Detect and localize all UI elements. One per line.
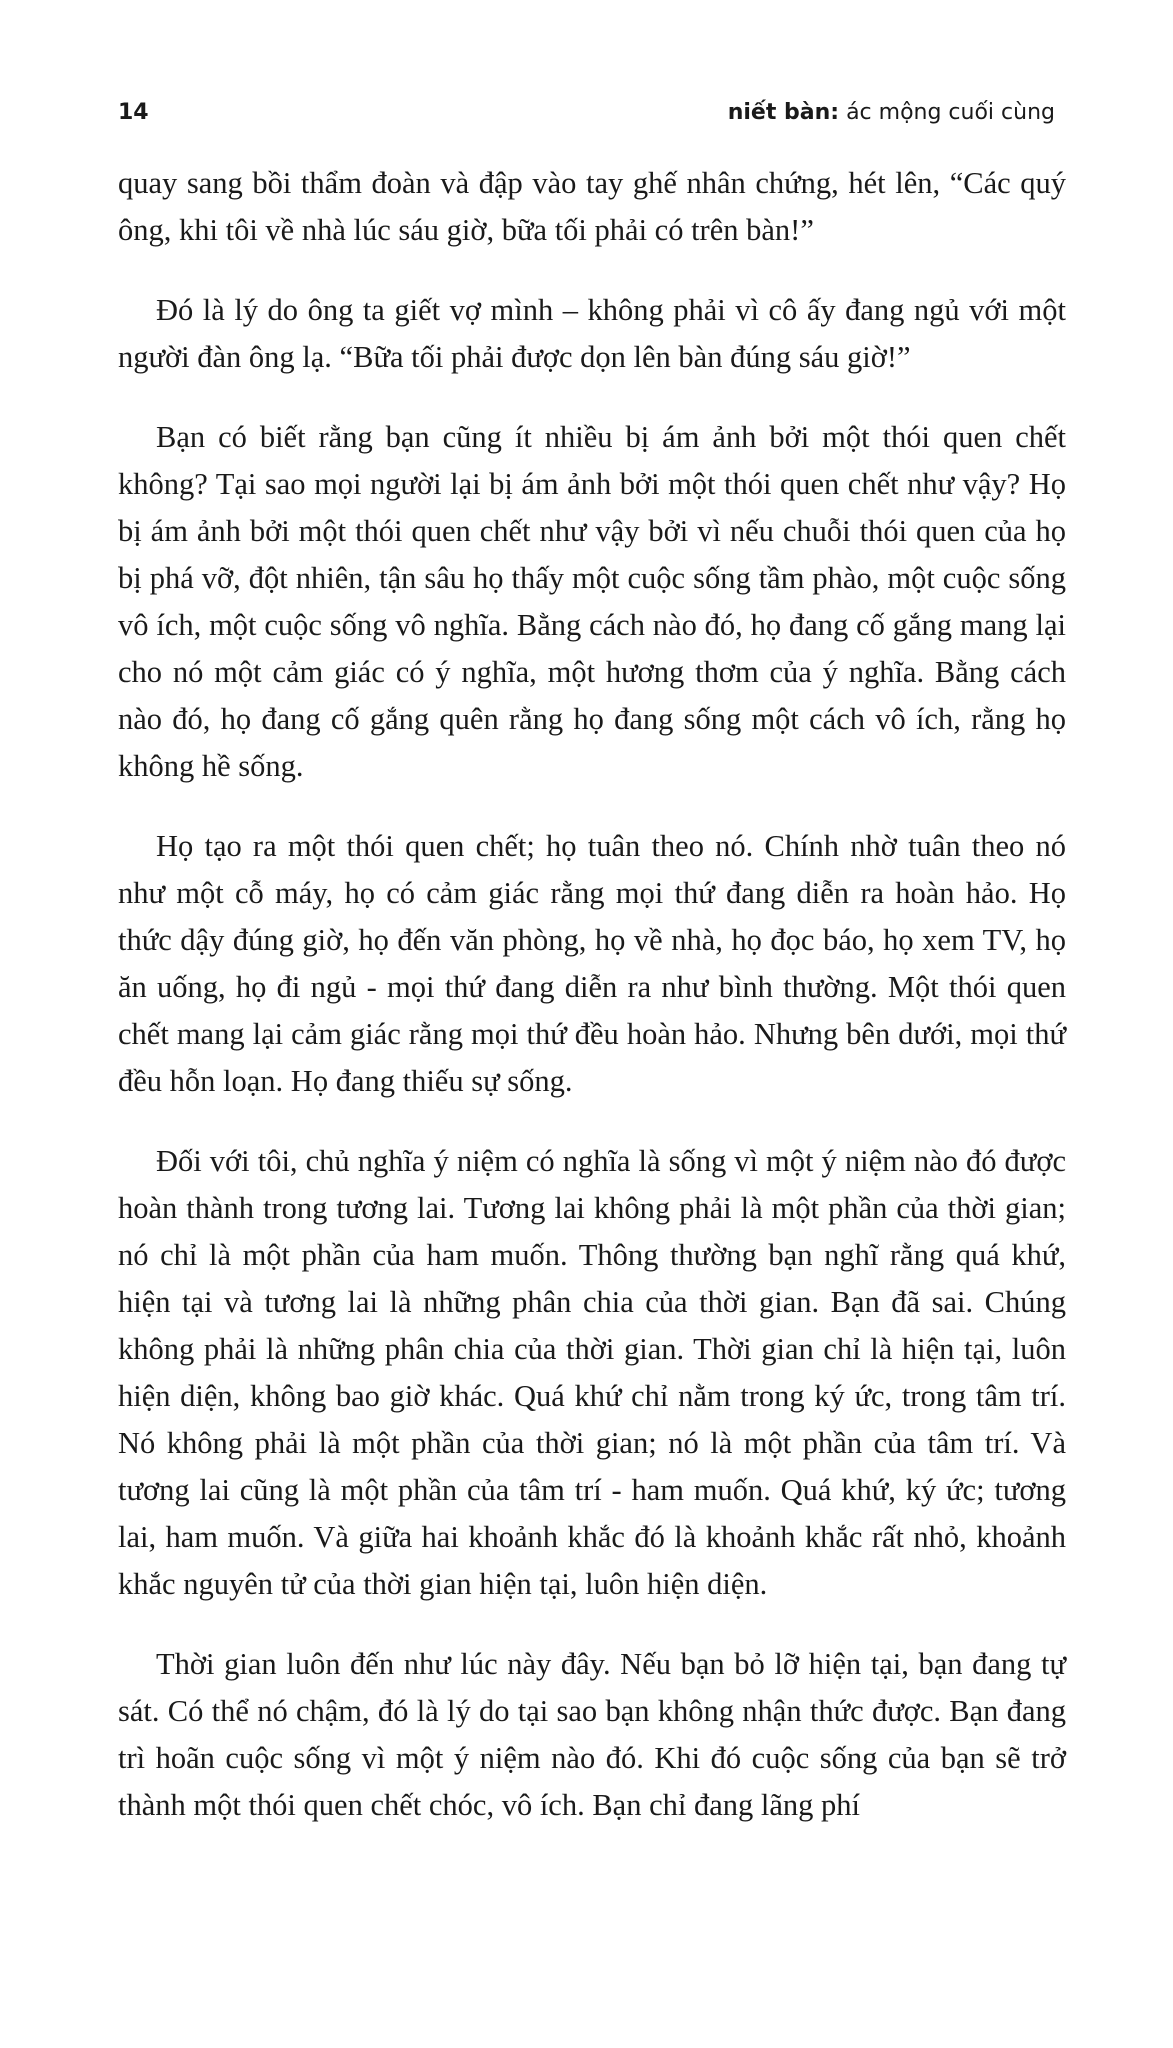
- page-header: [118, 100, 1055, 140]
- running-title-bold: niết bàn:: [727, 100, 840, 125]
- running-title: [728, 100, 1055, 125]
- paragraph: Thời gian luôn đến như lúc này đây. Nếu bạn bỏ lỡ hiện tại, bạn đang tự sát. Có thể nó chậm, đó là lý do tại sao bạn không nhận thức được. Bạn đang trì hoãn cuộc sống vì một ý niệm nào đó. Khi đó cuộc sống của bạn sẽ trở thành một thói quen chết chóc, vô ích. Bạn chỉ đang lãng phí: [118, 1647, 1066, 1822]
- page-number: 14: [118, 100, 149, 125]
- body-text: [118, 160, 1066, 1829]
- paragraph: Bạn có biết rằng bạn cũng ít nhiều bị ám ảnh bởi một thói quen chết không? Tại sao mọi người lại bị ám ảnh bởi một thói quen chết như vậy? Họ bị ám ảnh bởi một thói quen chết như vậy bởi vì nếu chuỗi thói quen của họ bị phá vỡ, đột nhiên, tận sâu họ thấy một cuộc sống tầm phào, một cuộc sống vô ích, một cuộc sống vô nghĩa. Bằng cách nào đó, họ đang cố gắng mang lại cho nó một cảm giác có ý nghĩa, một hương thơm của ý nghĩa. Bằng cách nào đó, họ đang cố gắng quên rằng họ đang sống một cách vô ích, rằng họ không hề sống.: [118, 420, 1066, 783]
- paragraph: Họ tạo ra một thói quen chết; họ tuân theo nó. Chính nhờ tuân theo nó như một cỗ máy, họ có cảm giác rằng mọi thứ đang diễn ra hoàn hảo. Họ thức dậy đúng giờ, họ đến văn phòng, họ về nhà, họ đọc báo, họ xem TV, họ ăn uống, họ đi ngủ - mọi thứ đang diễn ra như bình thường. Một thói quen chết mang lại cảm giác rằng mọi thứ đều hoàn hảo. Nhưng bên dưới, mọi thứ đều hỗn loạn. Họ đang thiếu sự sống.: [118, 829, 1066, 1098]
- running-title-rest: ác mộng cuối cùng: [839, 100, 1055, 125]
- paragraph: Đối với tôi, chủ nghĩa ý niệm có nghĩa là sống vì một ý niệm nào đó được hoàn thành trong tương lai. Tương lai không phải là một phần của thời gian; nó chỉ là một phần của ham muốn. Thông thường bạn nghĩ rằng quá khứ, hiện tại và tương lai là những phân chia của thời gian. Bạn đã sai. Chúng không phải là những phân chia của thời gian. Thời gian chỉ là hiện tại, luôn hiện diện, không bao giờ khác. Quá khứ chỉ nằm trong ký ức, trong tâm trí. Nó không phải là một phần của thời gian; nó là một phần của tâm trí. Và tương lai cũng là một phần của tâm trí - ham muốn. Quá khứ, ký ức; tương lai, ham muốn. Và giữa hai khoảnh khắc đó là khoảnh khắc rất nhỏ, khoảnh khắc nguyên tử của thời gian hiện tại, luôn hiện diện.: [118, 1144, 1066, 1601]
- paragraph: Đó là lý do ông ta giết vợ mình – không phải vì cô ấy đang ngủ với một người đàn ông lạ. “Bữa tối phải được dọn lên bàn đúng sáu giờ!”: [118, 293, 1066, 374]
- paragraph: quay sang bồi thẩm đoàn và đập vào tay ghế nhân chứng, hét lên, “Các quý ông, khi tôi về nhà lúc sáu giờ, bữa tối phải có trên bàn!”: [118, 166, 1066, 247]
